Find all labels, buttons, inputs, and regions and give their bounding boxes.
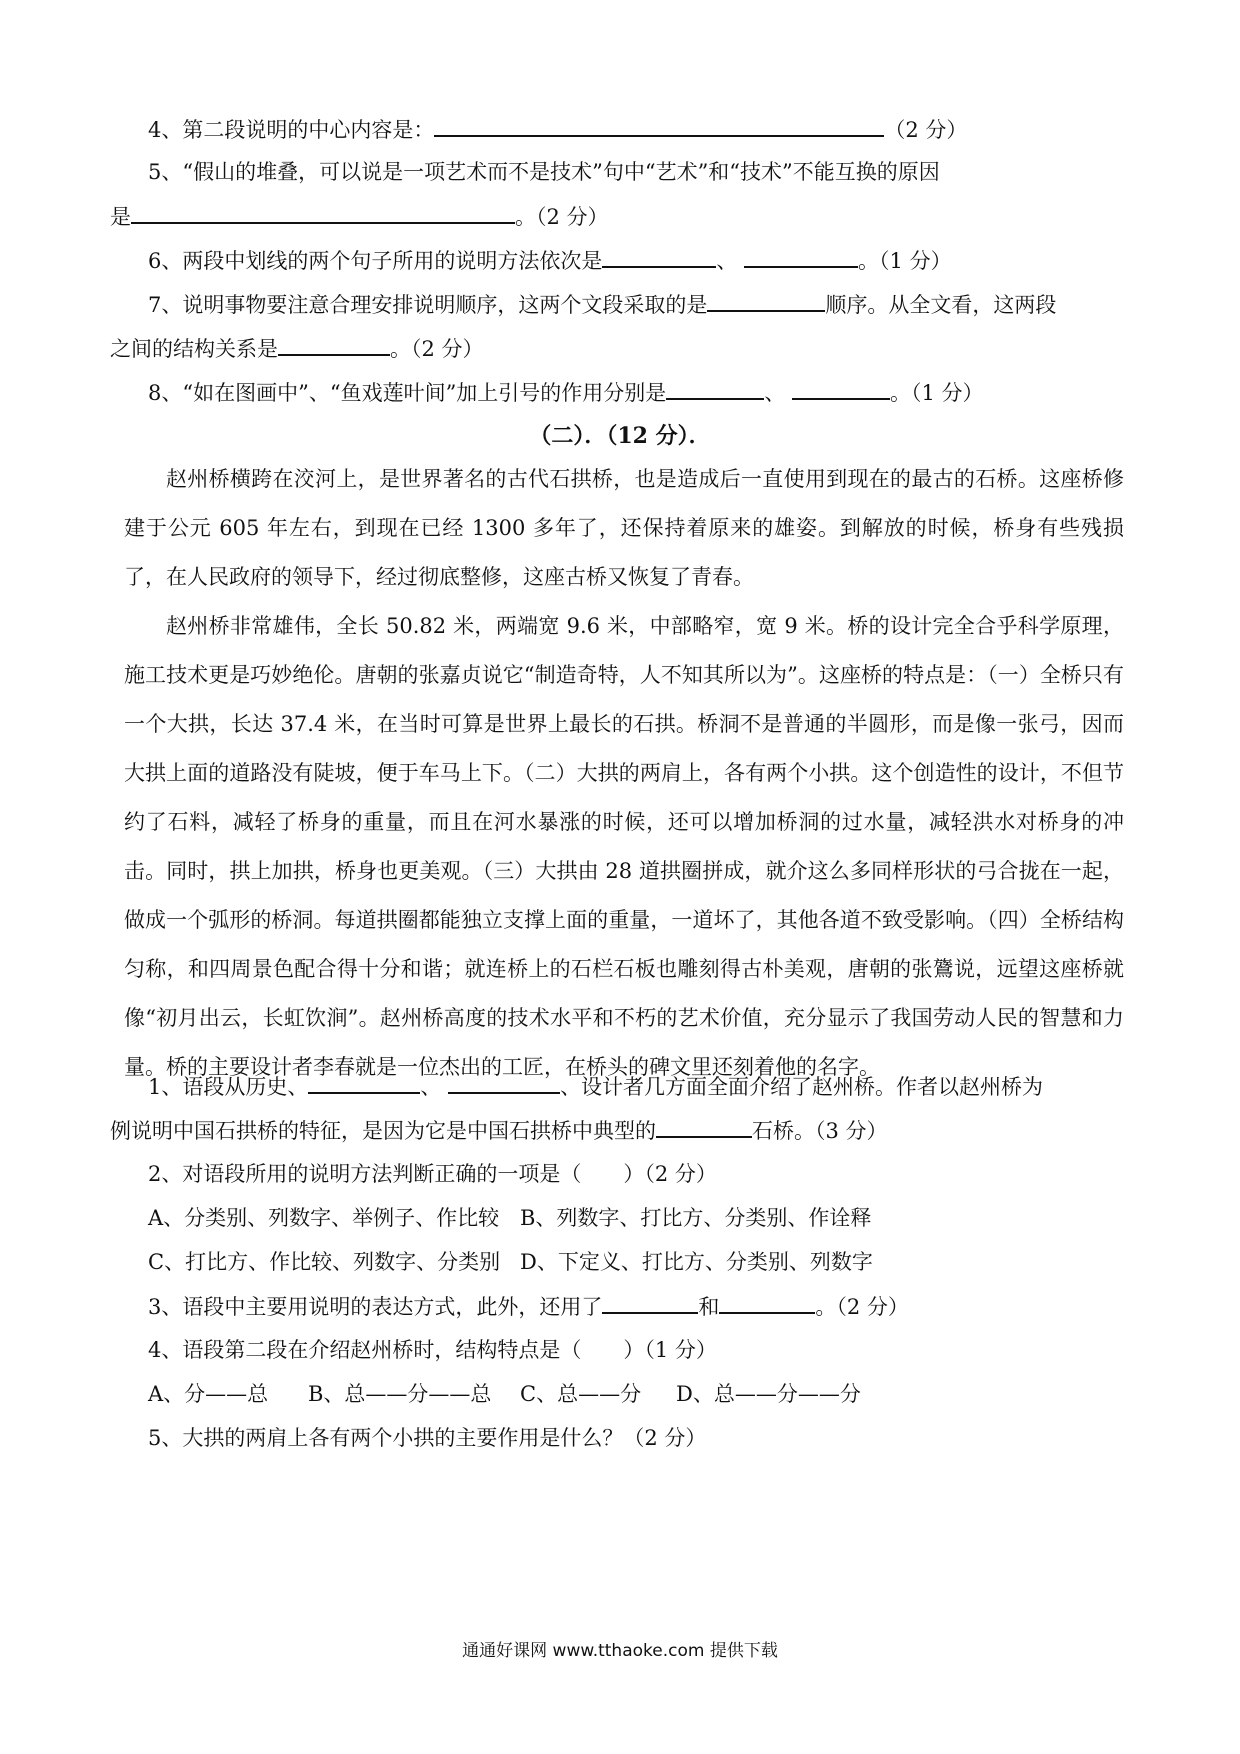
s2-question-1-line1 (148, 1072, 1240, 1101)
passage-paragraph-1: 赵州桥横跨在洨河上，是世界著名的古代石拱桥，也是造成后一直使用到现在的最古的石桥。这座桥修建于公元 605 年左右，到现在已经 1300 多年了，还保持着原来的雄姿。到解放的时候，桥身有些残损了，在人民政府的领导下，经过彻底整修，这座古桥又恢复了青春。 (124, 467, 1124, 589)
question-text: 顺序。从全文看，这两段 (825, 293, 1057, 317)
question-text: 6、两段中划线的两个句子所用的说明方法依次是 (148, 249, 603, 273)
question-text: 、设计者几方面全面介绍了赵州桥。作者以赵州桥为 (560, 1075, 1044, 1099)
answer-blank[interactable] (744, 246, 858, 268)
section-heading: （二）．（12 分）． (529, 423, 711, 449)
option-a[interactable]: A、分——总 (148, 1382, 269, 1406)
option-b[interactable]: B、总——分——总 (308, 1382, 492, 1406)
s2-question-2-stem: 2、对语段所用的说明方法判断正确的一项是（ ）（2 分） (148, 1162, 717, 1186)
question-text: 是 (110, 205, 131, 229)
option-c[interactable]: C、总——分 (520, 1382, 642, 1406)
question-text: 之间的结构关系是 (110, 337, 278, 361)
question-5-line2 (110, 202, 1240, 231)
option-d[interactable]: D、总——分——分 (676, 1382, 861, 1406)
answer-blank[interactable] (448, 1072, 560, 1094)
answer-blank[interactable] (792, 378, 890, 400)
option-c[interactable]: C、打比方、作比较、列数字、分类别 (148, 1250, 501, 1274)
score-text: 。（2 分） (390, 337, 484, 361)
s2-question-2-options-row2 (148, 1248, 1240, 1276)
answer-blank[interactable] (707, 290, 825, 312)
s2-question-2-options-row1 (148, 1204, 1240, 1232)
question-7-line2 (110, 334, 1240, 363)
answer-blank[interactable] (656, 1116, 752, 1138)
separator-text: 、 (764, 381, 786, 405)
score-text: （2 分） (884, 118, 968, 142)
passage-paragraph-2: 赵州桥非常雄伟，全长 50.82 米，两端宽 9.6 米，中部略窄，宽 9 米。桥的设计完全合乎科学原理，施工技术更是巧妙绝伦。唐朝的张嘉贞说它“制造奇特，人不知其所以为”。这座桥的特点是：（一）全桥只有一个大拱，长达 37.4 米，在当时可算是世界上最长的石拱。桥洞不是普通的半圆形，而是像一张弓，因而大拱上面的道路没有陡坡，便于车马上下。（二）大拱的两肩上，各有两个小拱。这个创造性的设计，不但节约了石料，减轻了桥身的重量，而且在河水暴涨的时候，还可以增加桥洞的过水量，减轻洪水对桥身的冲击。同时，拱上加拱，桥身也更美观。（三）大拱由 28 道拱圈拼成，就介这么多同样形状的弓合拢在一起，做成一个弧形的桥洞。每道拱圈都能独立支撑上面的重量，一道坏了，其他各道不致受影响。（四）全桥结构匀称，和四周景色配合得十分和谐；就连桥上的石栏石板也雕刻得古朴美观，唐朝的张鷟说，远望这座桥就像“初月出云，长虹饮涧”。赵州桥高度的技术水平和不朽的艺术价值，充分显示了我国劳动人民的智慧和力量。桥的主要设计者李春就是一位杰出的工匠，在桥头的碑文里还刻着他的名字。 (124, 614, 1124, 1079)
question-6 (148, 246, 1240, 275)
answer-blank[interactable] (308, 1072, 420, 1094)
score-text: 。（2 分） (815, 1295, 909, 1319)
answer-blank[interactable] (719, 1292, 815, 1314)
s2-question-5-stem: 5、大拱的两肩上各有两个小拱的主要作用是什么？（2 分） (148, 1426, 707, 1450)
answer-blank[interactable] (278, 334, 390, 356)
score-text: 石桥。（3 分） (752, 1119, 888, 1143)
question-7-line1 (148, 290, 1240, 319)
question-5-line1 (148, 158, 1240, 186)
score-text: 。（2 分） (515, 205, 609, 229)
question-text: 5、“假山的堆叠，可以说是一项艺术而不是技术”句中“艺术”和“技术”不能互换的原因 (148, 160, 940, 184)
page-footer: 通通好课网 www.tthaoke.com 提供下载 (462, 1641, 778, 1661)
separator-text: 和 (698, 1295, 720, 1319)
question-8 (148, 378, 1240, 407)
question-text: 例说明中国石拱桥的特征，是因为它是中国石拱桥中典型的 (110, 1119, 656, 1143)
answer-blank[interactable] (666, 378, 764, 400)
question-text: 4、第二段说明的中心内容是： (148, 118, 435, 142)
question-4 (148, 115, 1240, 144)
answer-blank[interactable] (434, 115, 884, 137)
answer-blank[interactable] (602, 246, 716, 268)
score-text: 。（1 分） (858, 249, 952, 273)
answer-blank[interactable] (602, 1292, 698, 1314)
option-a[interactable]: A、分类别、列数字、举例子、作比较 (148, 1206, 500, 1230)
score-text: 。（1 分） (890, 381, 984, 405)
separator-text: 、 (420, 1075, 442, 1099)
answer-blank[interactable] (131, 202, 515, 224)
s2-question-1-line2 (110, 1116, 1240, 1145)
option-d[interactable]: D、下定义、打比方、分类别、列数字 (520, 1250, 873, 1274)
question-text: 1、语段从历史、 (148, 1075, 309, 1099)
question-text: 7、说明事物要注意合理安排说明顺序，这两个文段采取的是 (148, 293, 708, 317)
question-text: 3、语段中主要用说明的表达方式，此外，还用了 (148, 1295, 603, 1319)
s2-question-4-stem: 4、语段第二段在介绍赵州桥时，结构特点是（ ）（1 分） (148, 1338, 717, 1362)
option-b[interactable]: B、列数字、打比方、分类别、作诠释 (520, 1206, 872, 1230)
s2-question-3 (148, 1292, 1240, 1321)
s2-question-4-options (148, 1380, 1240, 1408)
question-text: 8、“如在图画中”、“鱼戏莲叶间”加上引号的作用分别是 (148, 381, 667, 405)
separator-text: 、 (716, 249, 738, 273)
